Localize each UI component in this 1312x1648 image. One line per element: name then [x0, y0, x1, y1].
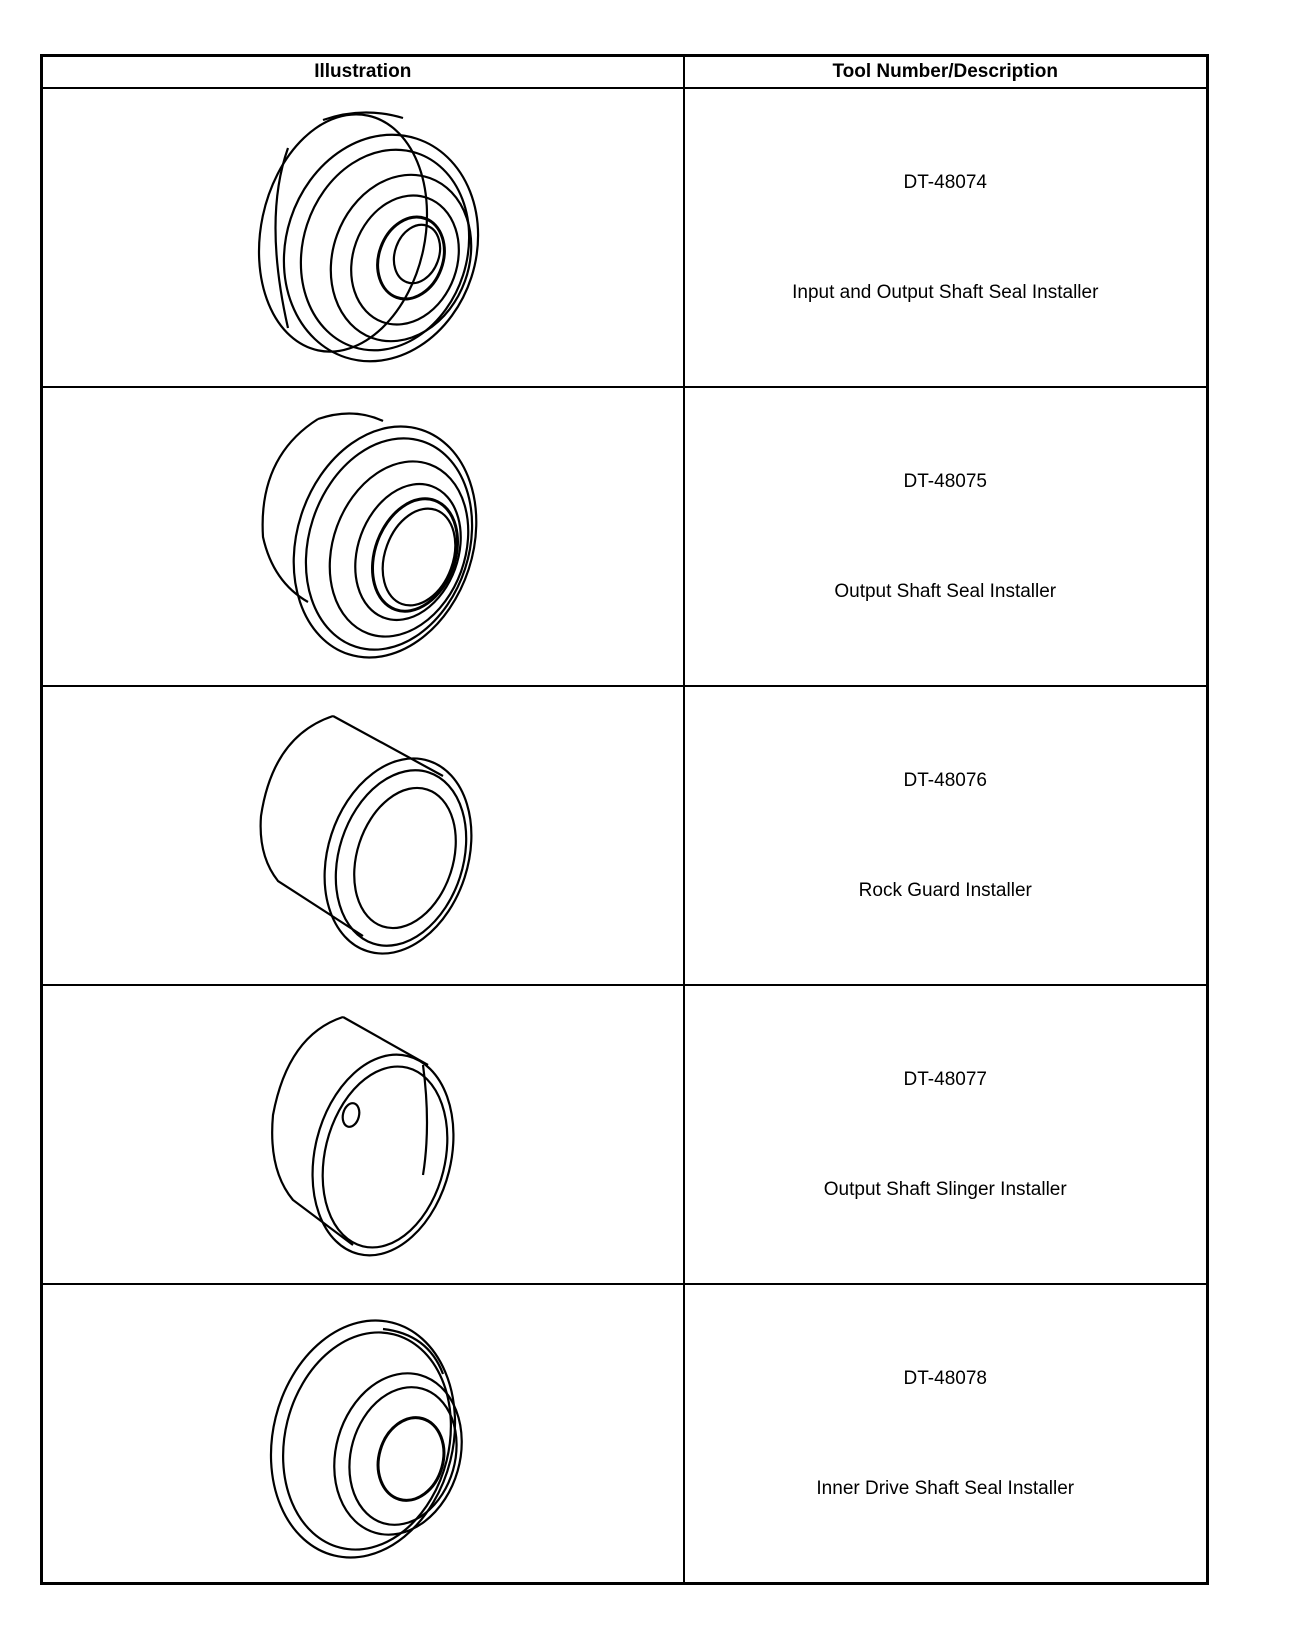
tool-description: Rock Guard Installer — [858, 879, 1032, 901]
installer-sleeve-illustration — [233, 706, 493, 966]
table-row — [42, 985, 1208, 1284]
tool-description-cell — [684, 985, 1208, 1284]
tool-description-cell — [684, 1284, 1208, 1584]
seal-installer-illustration — [233, 108, 493, 368]
illustration-column-header: Illustration — [42, 56, 684, 89]
table-row — [42, 1284, 1208, 1584]
table-row — [42, 387, 1208, 686]
seal-installer-illustration — [233, 407, 493, 667]
drive-shaft-seal-installer-illustration — [233, 1304, 493, 1564]
table-row — [42, 686, 1208, 985]
slinger-installer-illustration — [233, 1005, 493, 1265]
illustration-cell — [42, 1284, 684, 1584]
illustration-cell — [42, 387, 684, 686]
table-row — [42, 88, 1208, 387]
tool-number: DT-48078 — [903, 1367, 987, 1389]
tool-description-cell — [684, 686, 1208, 985]
tool-number: DT-48077 — [903, 1068, 987, 1090]
illustration-cell — [42, 686, 684, 985]
tool-number: DT-48075 — [903, 470, 987, 492]
tool-description: Inner Drive Shaft Seal Installer — [816, 1477, 1075, 1499]
tool-description-cell — [684, 88, 1208, 387]
tool-description: Input and Output Shaft Seal Installer — [792, 281, 1099, 303]
table-header-row — [42, 56, 1208, 89]
illustration-cell — [42, 985, 684, 1284]
tool-description-cell — [684, 387, 1208, 686]
special-tools-table — [40, 54, 1209, 1585]
tool-number-description-column-header: Tool Number/Description — [684, 56, 1208, 89]
illustration-cell — [42, 88, 684, 387]
tool-description: Output Shaft Slinger Installer — [823, 1178, 1067, 1200]
tool-number: DT-48074 — [903, 171, 987, 193]
tool-number: DT-48076 — [903, 769, 987, 791]
tool-description: Output Shaft Seal Installer — [834, 580, 1057, 602]
